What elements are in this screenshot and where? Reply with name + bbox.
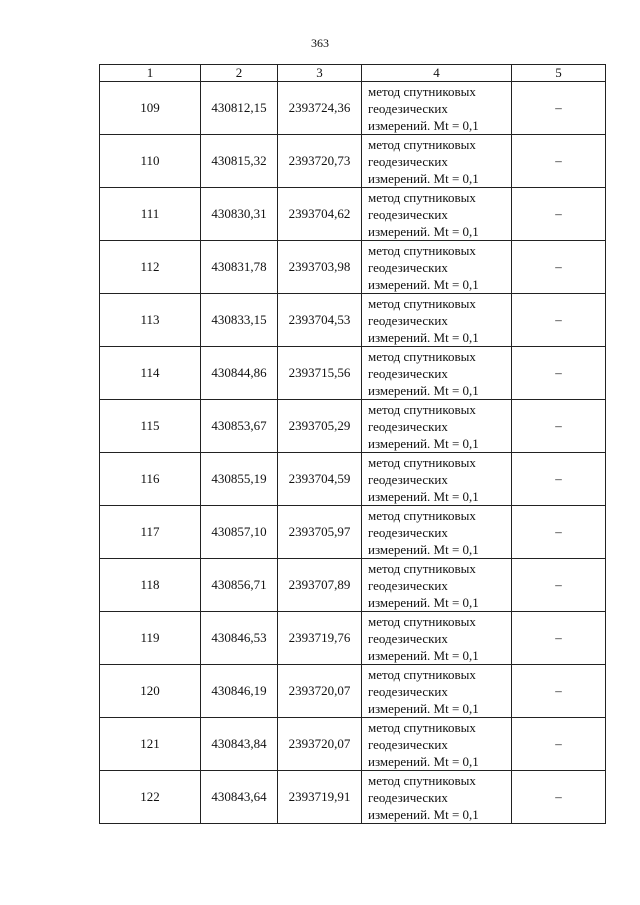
table-row [100, 665, 606, 718]
table-row [100, 135, 606, 188]
point-number: 118 [100, 559, 201, 612]
coord-y: 2393720,07 [278, 718, 362, 771]
note-dash: – [512, 400, 606, 453]
note-dash: – [512, 453, 606, 506]
table-row [100, 559, 606, 612]
point-number: 110 [100, 135, 201, 188]
note-dash: – [512, 347, 606, 400]
method-line-1: метод спутниковых [368, 719, 476, 735]
method-line-1: метод спутниковых [368, 189, 476, 205]
method-line-2: геодезических [368, 206, 448, 222]
coord-x: 430830,31 [201, 188, 278, 241]
coord-x: 430844,86 [201, 347, 278, 400]
coord-x: 430846,53 [201, 612, 278, 665]
coord-x: 430857,10 [201, 506, 278, 559]
method-line-3: измерений. Mt = 0,1 [368, 435, 479, 451]
method-cell [362, 453, 512, 506]
coord-x: 430815,32 [201, 135, 278, 188]
method-line-2: геодезических [368, 736, 448, 752]
method-cell [362, 771, 512, 824]
coord-x: 430843,84 [201, 718, 278, 771]
table-row [100, 771, 606, 824]
point-number: 112 [100, 241, 201, 294]
method-line-3: измерений. Mt = 0,1 [368, 594, 479, 610]
header-col-4: 4 [362, 65, 512, 82]
point-number: 122 [100, 771, 201, 824]
table-row [100, 347, 606, 400]
note-dash: – [512, 718, 606, 771]
method-line-3: измерений. Mt = 0,1 [368, 541, 479, 557]
method-line-2: геодезических [368, 471, 448, 487]
coord-x: 430843,64 [201, 771, 278, 824]
coord-y: 2393719,76 [278, 612, 362, 665]
note-dash: – [512, 188, 606, 241]
method-line-2: геодезических [368, 312, 448, 328]
coord-y: 2393719,91 [278, 771, 362, 824]
method-line-3: измерений. Mt = 0,1 [368, 329, 479, 345]
method-line-2: геодезических [368, 524, 448, 540]
note-dash: – [512, 559, 606, 612]
method-line-2: геодезических [368, 630, 448, 646]
coord-x: 430855,19 [201, 453, 278, 506]
table-body [100, 82, 606, 824]
coord-x: 430833,15 [201, 294, 278, 347]
method-line-3: измерений. Mt = 0,1 [368, 806, 479, 822]
method-line-1: метод спутниковых [368, 242, 476, 258]
method-line-1: метод спутниковых [368, 507, 476, 523]
point-number: 117 [100, 506, 201, 559]
coord-y: 2393705,29 [278, 400, 362, 453]
method-line-2: геодезических [368, 365, 448, 381]
method-line-1: метод спутниковых [368, 295, 476, 311]
method-cell [362, 82, 512, 135]
header-col-2: 2 [201, 65, 278, 82]
method-line-3: измерений. Mt = 0,1 [368, 488, 479, 504]
method-cell [362, 718, 512, 771]
table-row [100, 241, 606, 294]
method-line-3: измерений. Mt = 0,1 [368, 382, 479, 398]
note-dash: – [512, 82, 606, 135]
method-cell [362, 612, 512, 665]
note-dash: – [512, 665, 606, 718]
coord-y: 2393704,62 [278, 188, 362, 241]
coord-y: 2393715,56 [278, 347, 362, 400]
method-cell [362, 241, 512, 294]
point-number: 114 [100, 347, 201, 400]
note-dash: – [512, 771, 606, 824]
point-number: 115 [100, 400, 201, 453]
table-header-row [100, 65, 606, 82]
method-line-1: метод спутниковых [368, 560, 476, 576]
method-line-1: метод спутниковых [368, 401, 476, 417]
note-dash: – [512, 294, 606, 347]
coord-y: 2393703,98 [278, 241, 362, 294]
point-number: 109 [100, 82, 201, 135]
note-dash: – [512, 612, 606, 665]
point-number: 116 [100, 453, 201, 506]
point-number: 119 [100, 612, 201, 665]
method-line-2: геодезических [368, 789, 448, 805]
method-line-1: метод спутниковых [368, 136, 476, 152]
table-row [100, 453, 606, 506]
table-row [100, 718, 606, 771]
header-col-3: 3 [278, 65, 362, 82]
method-line-2: геодезических [368, 153, 448, 169]
method-line-3: измерений. Mt = 0,1 [368, 170, 479, 186]
method-line-2: геодезических [368, 100, 448, 116]
method-line-3: измерений. Mt = 0,1 [368, 700, 479, 716]
coord-x: 430853,67 [201, 400, 278, 453]
table-row [100, 612, 606, 665]
coord-x: 430856,71 [201, 559, 278, 612]
table-row [100, 294, 606, 347]
method-line-1: метод спутниковых [368, 613, 476, 629]
table-row [100, 188, 606, 241]
coordinates-table [99, 64, 606, 824]
method-cell [362, 400, 512, 453]
point-number: 111 [100, 188, 201, 241]
method-cell [362, 506, 512, 559]
coord-y: 2393707,89 [278, 559, 362, 612]
table-row [100, 400, 606, 453]
note-dash: – [512, 506, 606, 559]
method-cell [362, 135, 512, 188]
point-number: 113 [100, 294, 201, 347]
coord-y: 2393704,53 [278, 294, 362, 347]
method-line-2: геодезических [368, 577, 448, 593]
coord-y: 2393705,97 [278, 506, 362, 559]
method-cell [362, 559, 512, 612]
coord-y: 2393704,59 [278, 453, 362, 506]
coord-y: 2393724,36 [278, 82, 362, 135]
method-line-1: метод спутниковых [368, 666, 476, 682]
method-line-2: геодезических [368, 259, 448, 275]
method-cell [362, 294, 512, 347]
method-line-3: измерений. Mt = 0,1 [368, 223, 479, 239]
method-line-1: метод спутниковых [368, 454, 476, 470]
method-cell [362, 347, 512, 400]
point-number: 120 [100, 665, 201, 718]
coord-y: 2393720,07 [278, 665, 362, 718]
method-line-2: геодезических [368, 683, 448, 699]
method-cell [362, 188, 512, 241]
header-col-1: 1 [100, 65, 201, 82]
point-number: 121 [100, 718, 201, 771]
method-line-3: измерений. Mt = 0,1 [368, 753, 479, 769]
method-line-2: геодезических [368, 418, 448, 434]
method-line-1: метод спутниковых [368, 83, 476, 99]
coord-x: 430812,15 [201, 82, 278, 135]
note-dash: – [512, 241, 606, 294]
table-row [100, 82, 606, 135]
coord-x: 430846,19 [201, 665, 278, 718]
header-col-5: 5 [512, 65, 606, 82]
method-line-3: измерений. Mt = 0,1 [368, 117, 479, 133]
method-line-3: измерений. Mt = 0,1 [368, 276, 479, 292]
page-number: 363 [311, 36, 329, 50]
table-row [100, 506, 606, 559]
method-line-1: метод спутниковых [368, 772, 476, 788]
note-dash: – [512, 135, 606, 188]
method-line-1: метод спутниковых [368, 348, 476, 364]
method-cell [362, 665, 512, 718]
method-line-3: измерений. Mt = 0,1 [368, 647, 479, 663]
coord-y: 2393720,73 [278, 135, 362, 188]
coord-x: 430831,78 [201, 241, 278, 294]
